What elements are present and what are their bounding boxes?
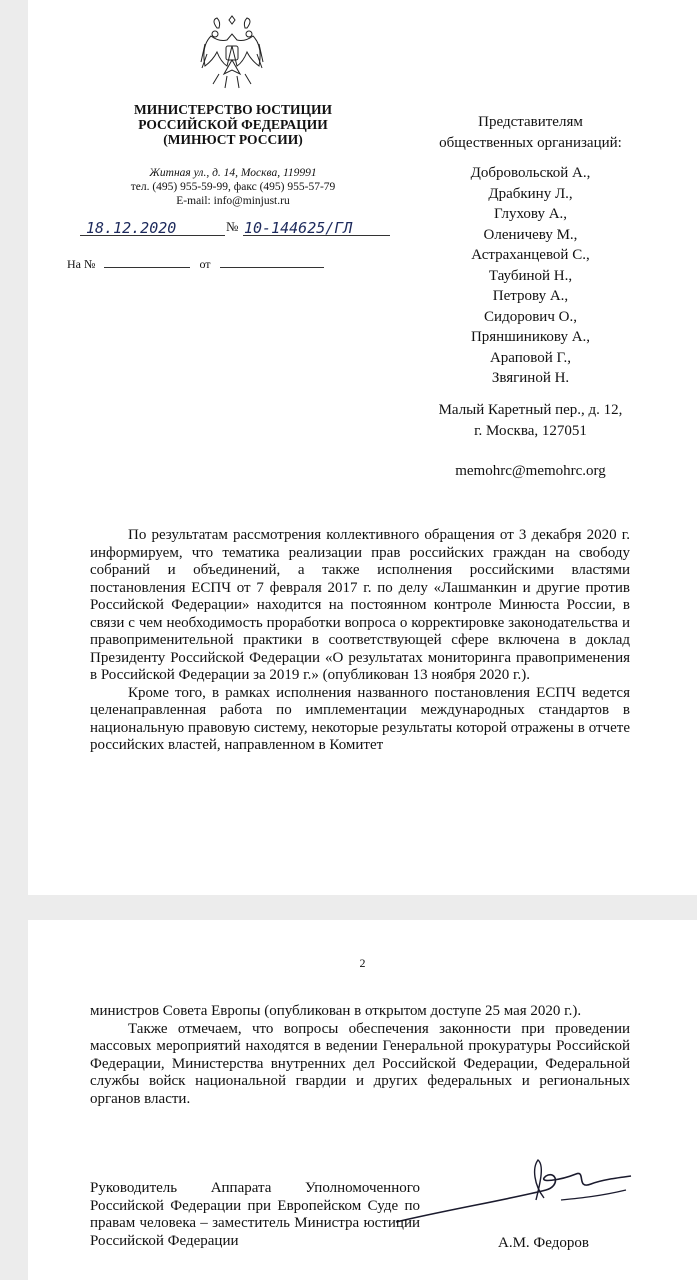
ministry-title: [98, 102, 368, 147]
recipient-name: Драбкину Л.,: [488, 185, 573, 202]
reference-label: На №: [67, 257, 96, 271]
letter-body-continued: [90, 1003, 630, 1108]
recipient-address: [383, 400, 678, 441]
ministry-contacts: [98, 166, 368, 208]
recipient-city: г. Москва, 127051: [474, 422, 587, 439]
ministry-name-line1: МИНИСТЕРСТВО ЮСТИЦИИ: [133, 102, 332, 117]
body-paragraph-1: По результатам рассмотрения коллективного обращения от 3 декабря 2020 г. информируем, что тематика реализации прав российских граждан на свободу собраний и объединений, а также исполнения российскими властями постановления ЕСПЧ от 7 февраля 2017 г. по делу «Лашманкин и другие против Российской Федерации» находится на постоянном контроле Минюста России, в связи с чем необходимость проработки вопроса о корректировке законодательства и правоприменительной практики в соответствующей сфере включена в доклад Президенту Российской Федерации «О результатах мониторинга правоприменения в Российской Федерации за 2019 г.» (опубликован 13 ноября 2020 г.).: [90, 527, 630, 683]
document-date: 18.12.2020: [86, 219, 177, 237]
ministry-address: Житная ул., д. 14, Москва, 119991: [149, 167, 317, 179]
recipient-name: Араповой Г.,: [489, 349, 572, 366]
body-paragraph-continued: министров Совета Европы (опубликован в открытом доступе 25 мая 2020 г.).: [90, 1003, 582, 1019]
signatory-title: Руководитель Аппарата Уполномоченного Российской Федерации при Европейском Суде по правам человека – заместитель Министра юстиции Российской Федерации: [90, 1180, 420, 1249]
recipient-name: Глухову А.,: [493, 206, 568, 222]
recipient-name: Звягиной Н.: [491, 370, 570, 386]
recipient-header: [383, 112, 678, 153]
recipient-line2: общественных организаций:: [439, 134, 622, 151]
reference-from-label: от: [199, 257, 211, 271]
document-number: 10-144625/ГЛ: [244, 219, 353, 237]
recipient-name: Сидорович О.,: [484, 308, 577, 325]
recipient-name: Петрову А.,: [492, 288, 569, 304]
recipient-names: [383, 163, 678, 389]
coat-of-arms-icon: [197, 14, 267, 92]
letter-body: [90, 527, 630, 755]
letter-page-2: [28, 920, 697, 1280]
recipient-name: Астраханцевой С.,: [471, 247, 590, 263]
recipient-name: Добровольской А.,: [470, 165, 591, 181]
number-sign: №: [226, 219, 239, 234]
ministry-name-line2: РОССИЙСКОЙ ФЕДЕРАЦИИ: [138, 117, 328, 132]
ministry-phone: тел. (495) 955-59-99, факс (495) 955-57-79: [130, 181, 336, 193]
recipient-email: memohrc@memohrc.org: [455, 463, 606, 479]
letter-page-1: [28, 0, 697, 895]
reference-line: [67, 257, 324, 272]
handwritten-signature: [386, 1140, 636, 1230]
recipient-line1: Представителям: [478, 114, 583, 130]
page-number: 2: [359, 956, 366, 970]
recipient-street: Малый Каретный пер., д. 12,: [438, 402, 623, 418]
ministry-short-name: (МИНЮСТ РОССИИ): [163, 132, 303, 147]
recipient-name: Оленичеву М.,: [483, 226, 578, 243]
recipient-name: Таубиной Н.,: [488, 267, 573, 284]
document-registration-line: [80, 219, 390, 241]
body-paragraph-2: Кроме того, в рамках исполнения названного постановления ЕСПЧ ведется целенаправленная работа по имплементации международных стандартов в национальную правовую систему, некоторые результаты которой отражены в отчете российских властей, направленном в Комитет: [90, 684, 630, 753]
signatory-name: А.М. Федоров: [498, 1235, 589, 1251]
recipient-name: Пряншиникову А.,: [470, 329, 591, 345]
ministry-email: E-mail: info@minjust.ru: [176, 195, 290, 207]
body-paragraph-3: Также отмечаем, что вопросы обеспечения законности при проведении массовых мероприятий находятся в ведении Генеральной прокуратуры Российской Федерации, Министерства внутренних дел Российской Федерации, Федеральной службы войск национальной гвардии и других федеральных и региональных органов власти.: [90, 1020, 630, 1107]
